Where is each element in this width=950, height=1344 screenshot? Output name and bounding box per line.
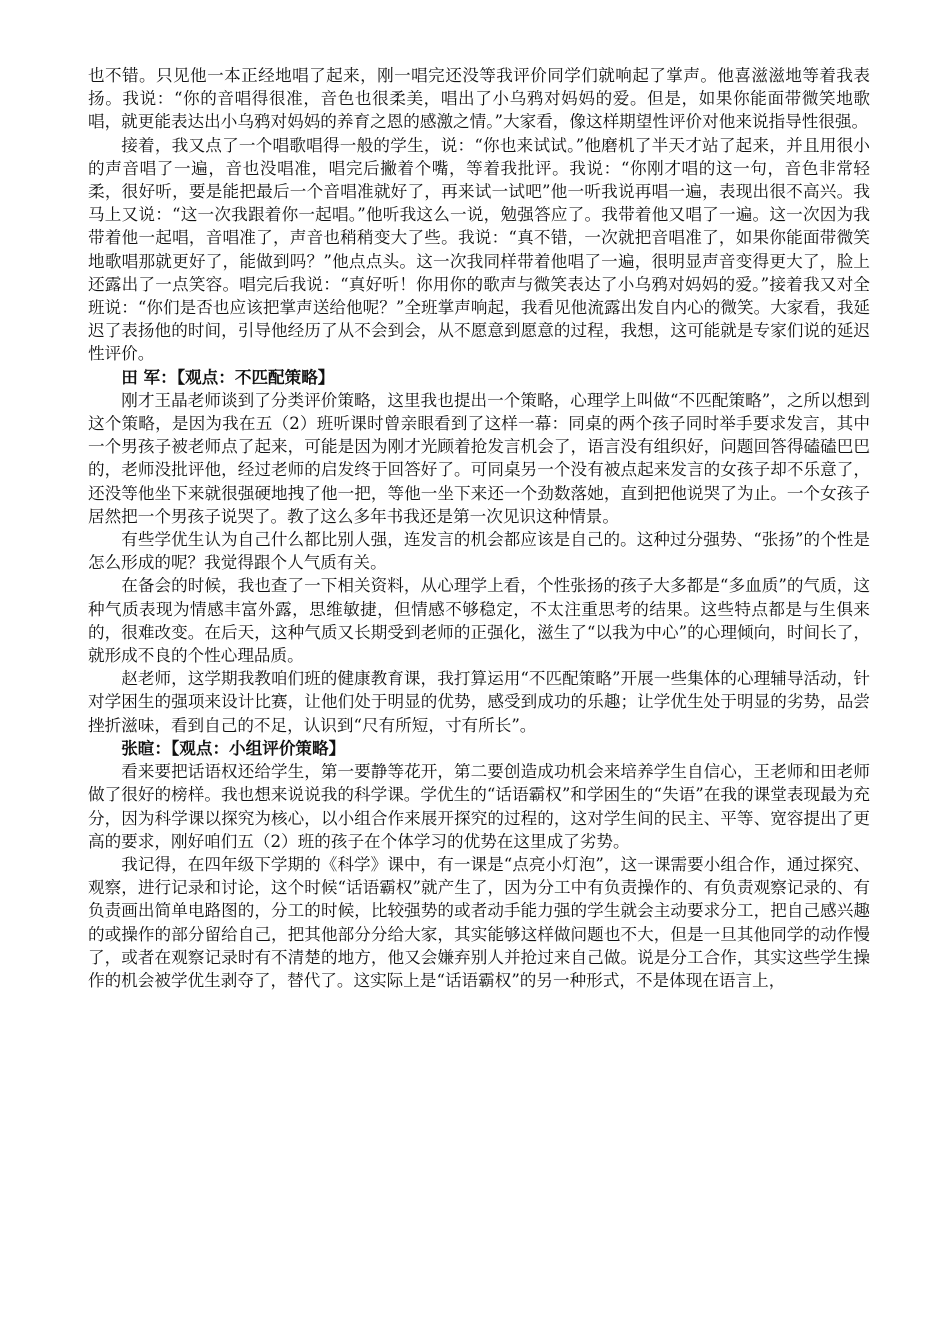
viewpoint-label: 【观点：小组评价策略】 xyxy=(170,737,346,758)
paragraph: 看来要把话语权还给学生，第一要静等花开，第二要创造成功机会来培养学生自信心，王老师和田老师做了很好的榜样。我也想来说说我的科学课。学优生的“话语霸权”和学困生的“失语”在我的课堂表现最为充分，因为科学课以探究为核心，以小组合作来展开探究的过程的，这对学生间的民主、平等、宽容提出了更高的要求，刚好咱们五（2）班的孩子在个体学习的优势在这里成了劣势。 xyxy=(88,762,870,851)
paragraph: 赵老师，这学期我教咱们班的健康教育课，我打算运用“不匹配策略”开展一些集体的心理辅导活动，针对学困生的强项来设计比赛，让他们处于明显的优势，感受到成功的乐趣；让学优生处于明显的劣势，品尝挫折滋味，看到自己的不足，认识到“尺有所短，寸有所长”。 xyxy=(88,669,870,735)
paragraph: 接着，我又点了一个唱歌唱得一般的学生，说：“你也来试试。”他磨机了半天才站了起来，并且用很小的声音唱了一遍，音也没唱准，唱完后撇着个嘴，等着我批评。我说：“你刚才唱的这一句，音色非常轻柔，很好听，要是能把最后一个音唱准就好了，再来试一试吧”他一听我说再唱一遍，表现出很不高兴。我马上又说：“这一次我跟着你一起唱。”他听我这么一说，勉强答应了。我带着他又唱了一遍。这一次因为我带着他一起唱，音唱准了，声音也稍稍变大了些。我说：“真不错，一次就把音唱准了，如果你能面带微笑地歌唱那就更好了，能做到吗？”他点点头。这一次我同样带着他唱了一遍，很明显声音变得更大了，脸上还露出了一点笑容。唱完后我说：“真好听！你用你的歌声与微笑表达了小乌鸦对妈妈的爱。”接着我又对全班说：“你们是否也应该把掌声送给他呢？”全班掌声响起，我看见他流露出发自内心的微笑。大家看，我延迟了表扬他的时间，引导他经历了从不会到会，从不愿意到愿意的过程，我想，这可能就是专家们说的延迟性评价。 xyxy=(88,135,870,364)
paragraph: 我记得，在四年级下学期的《科学》课中，有一课是“点亮小灯泡”，这一课需要小组合作，通过探究、观察，进行记录和讨论，这个时候“话语霸权”就产生了，因为分工中有负责操作的、有负责观察记录的、有负责画出简单电路图的，分工的时候，比较强势的或者动手能力强的学生就会主动要求分工，把自己感兴趣的或操作的部分留给自己，把其他部分分给大家，其实能够这样做问题也不大，但是一旦其他同学的动作慢了，或者在观察记录时有不清楚的地方，他又会嫌弃别人并抢过来自己做。说是分工合作，其实这些学生操作的机会被学优生剥夺了，替代了。这实际上是“话语霸权”的另一种形式，不是体现在语言上， xyxy=(88,854,870,990)
section-heading xyxy=(88,737,870,760)
paragraph: 刚才王晶老师谈到了分类评价策略，这里我也提出一个策略，心理学上叫做“不匹配策略”，之所以想到这个策略，是因为我在五（2）班听课时曾亲眼看到了这样一幕：同桌的两个孩子同时举手要求发言，其中一个男孩子被老师点了起来，可能是因为刚才光顾着抢发言机会了，语言没有组织好，问题回答得磕磕巴巴的，老师没批评他，经过老师的启发终于回答好了。可同桌另一个没有被点起来发言的女孩子却不乐意了，还没等他坐下来就很强硬地拽了他一把，等他一坐下来还一个劲数落她，直到把他说哭了为止。一个女孩子居然把一个男孩子说哭了。教了这么多年书我还是第一次见识这种情景。 xyxy=(88,390,870,526)
speaker-name: 田 军： xyxy=(121,366,177,387)
paragraph: 有些学优生认为自己什么都比别人强，连发言的机会都应该是自己的。这种过分强势、“张扬”的个性是怎么形成的呢？我觉得跟个人气质有关。 xyxy=(88,530,870,573)
section-heading xyxy=(88,366,870,389)
speaker-name: 张暄： xyxy=(121,737,171,758)
viewpoint-label: 【观点：不匹配策略】 xyxy=(176,366,335,387)
paragraph: 在备会的时候，我也查了一下相关资料，从心理学上看，个性张扬的孩子大多都是“多血质”的气质，这种气质表现为情感丰富外露，思维敏捷，但情感不够稳定，不太注重思考的结果。这些特点都是与生俱来的，很难改变。在后天，这种气质又长期受到老师的正强化，滋生了“以我为中心”的心理倾向，时间长了，就形成不良的个性心理品质。 xyxy=(88,576,870,666)
paragraph: 也不错。只见他一本正经地唱了起来，刚一唱完还没等我评价同学们就响起了掌声。他喜滋滋地等着我表扬。我说：“你的音唱得很准，音色也很柔美，唱出了小乌鸦对妈妈的爱。但是，如果你能面带微笑地歌唱，就更能表达出小乌鸦对妈妈的养育之恩的感激之情。”大家看，像这样期望性评价对他来说指导性很强。 xyxy=(88,66,870,132)
